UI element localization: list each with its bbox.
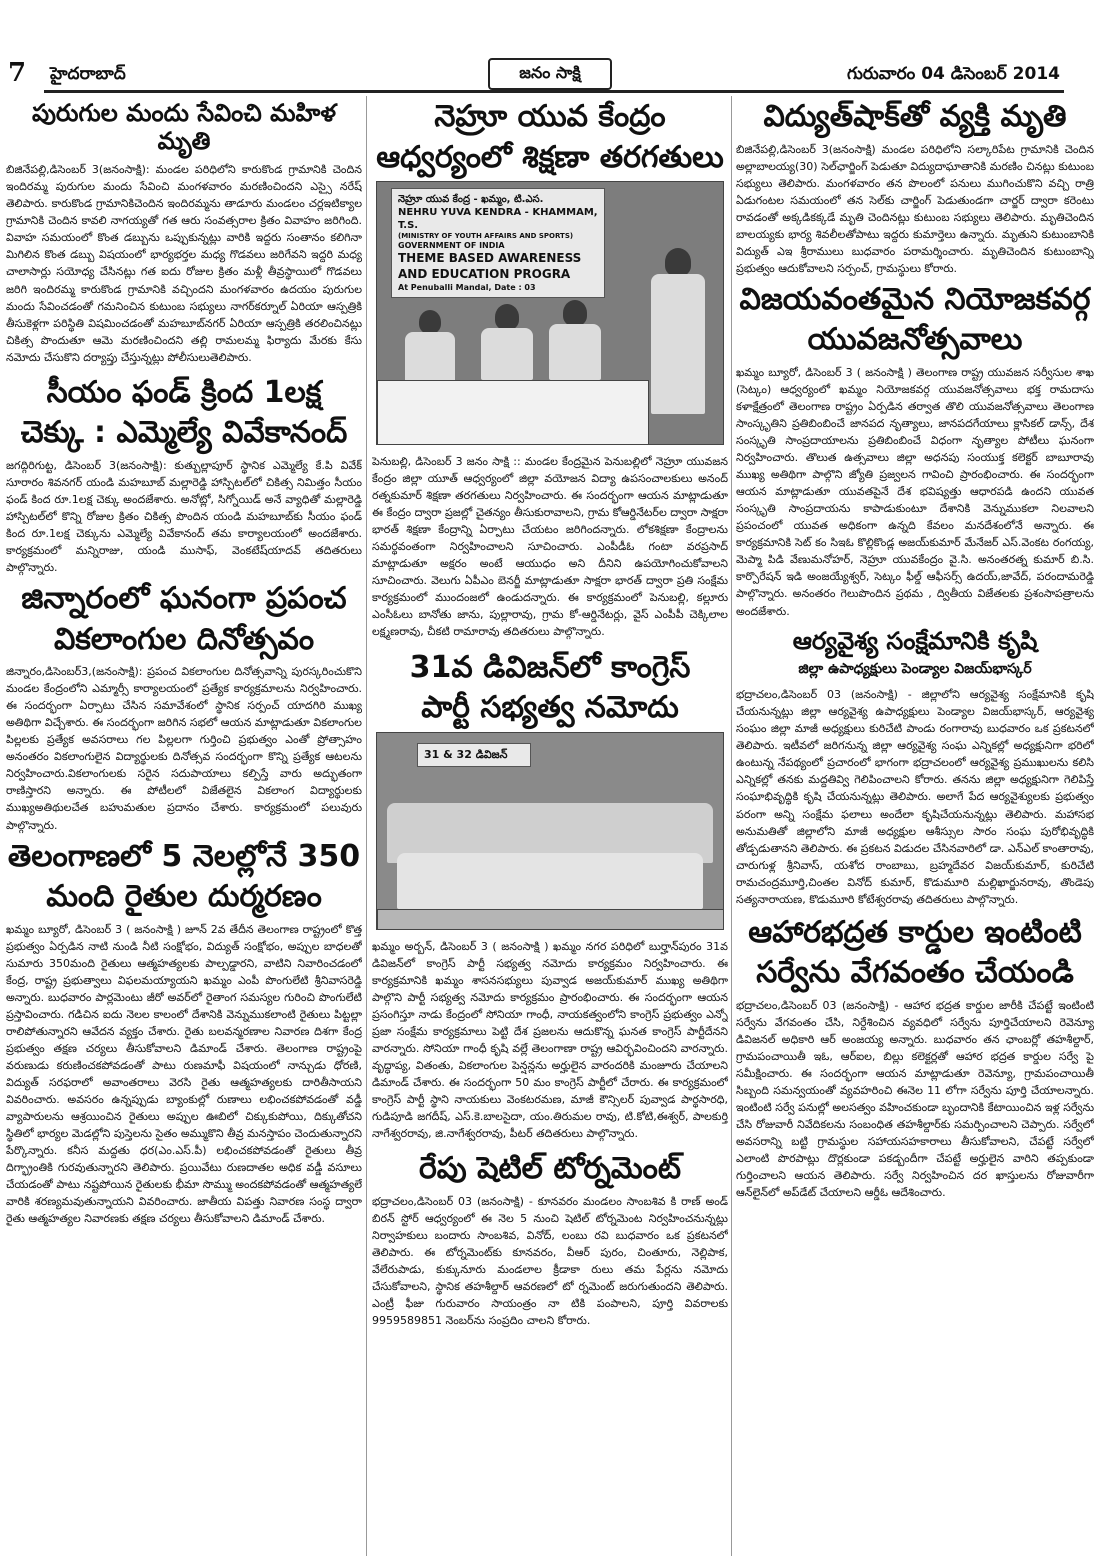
column-2 bbox=[372, 96, 728, 1335]
article-body: ఖమ్మం బ్యూరో, డిసెంబర్ 3 ( జనంసాక్షి ) జూన్ 2వ తేదీన తెలంగాణ రాష్ట్రంలో కొత్త ప్రభుత్వం ఏర్పడిన నాటి నుండి నీటి సంక్షోభం, విద్యుత్ సంక్షోభం, అప్పుల బాధలతో సుమారు 350మంది రైతులు ఆత్మహత్యలకు పాల్పడ్డారని, వాటిని నివారించడంలో కేంద్ర, రాష్ట్ర ప్రభుత్వాలు విఫలమయ్యాయని ఖమ్మం ఎంపీ పొంగులేటి శ్రీనివాసరెడ్డి అన్నారు. బుధవారం పార్లమెంటు జీరో అవర్‌లో రైతాంగ సమస్యల గురించి పొంగులేటి ప్రస్తావించారు. గడిచిన ఐదు నెలల కాలంలో దేశానికి వెన్నుముకలాంటి రైతులు పిట్టల్లా రాలిపోతున్నారని ఆవేదన వ్యక్తం చేశారు. రైతు బలవన్మరణాల నివారణ దిశగా కేంద్ర ప్రభుత్వం తక్షణ చర్యలు తీసుకోవాలని డిమాండ్ చేశారు. తెలంగాణ రాష్ట్రంపై వరుణుడు కరుణించకపోవడంతో పాటు రుణమాఫీ విషయంలో నాన్చుడు ధోరణి, విద్యుత్ సరఫరాలో అవాంతరాలు వెరసి రైతు ఆత్మహత్యలకు దారితీసాయని వివరించారు. అవసరం ఉన్నప్పుడు బ్యాంకుల్లో రుణాలు లభించకపోవడంతో వడ్డీ వ్యాపారులను ఆశ్రయించిన రైతులు అప్పుల ఊబిలో చిక్కుకుపోయి, దిక్కుతోచని స్థితిలో భార్యల మెడల్లోని పుస్తెలను సైతం అమ్ముకొని తీవ్ర మనస్తాపం చెందుతున్నారని పేర్కొన్నారు. కనీస మద్దతు ధర(ఎం.ఎస్.పీ) లభించకపోవడంతో రైతులు తీవ్ర దిగ్భ్రాంతికి గురవుతున్నారని తెలిపారు. ప్రయివేటు రుణదాతల అధిక వడ్డీ వసూలు చేయడంతో పాటు నష్టపోయిన రైతులకు భీమా సొమ్ము అందకపోవడంతో ఆత్మహత్యలే వారికి శరణ్యమవుతున్నాయని వివరించారు. జాతీయ విపత్తు నివారణ సంస్థ ద్వారా రైతు ఆత్మహత్యల నివారణకు తక్షణ చర్యలు తీసుకోవాలని డిమాండ్ చేశారు. bbox=[6, 922, 362, 1226]
person-head bbox=[419, 310, 441, 334]
article-shuttle-tournament bbox=[372, 1152, 728, 1329]
article-pesticide-death bbox=[6, 100, 362, 366]
photo-training-event bbox=[376, 181, 724, 445]
newspaper-logo bbox=[488, 58, 612, 90]
page-number: 7 bbox=[8, 58, 27, 88]
issue-date: గురువారం 04 డిసెంబర్ 2014 bbox=[847, 64, 1060, 84]
ground bbox=[377, 909, 724, 930]
article-youth-festival bbox=[736, 283, 1094, 620]
logo-text: జనం సాక్షి bbox=[519, 62, 581, 82]
article-body: భద్రాచలం,డిసెంబర్ 03 (జనంసాక్షి) - కూనవరం మండలం సాంబశివ కి రాణ్ అండ్ బిరన్ స్టోర్ ఆధ్వర్యంలో ఈ నెల 5 నుంచి షెటిల్ టోర్నమెంట నిర్వహించనున్నట్లు నిర్వాహకులు బందారు సాంబశివ, వినోద్, లంబు రవి బుధవారం ఒక ప్రకటనలో తెలిపారు. ఈ టోర్నమెంట్‌కు కూనవరం, వీఆర్ పురం, చింతూరు, నెల్లిపాక, వేలేరుపాడు, కుక్కునూరు మండలాల క్రీడాకా రులు తమ పేర్లను నమోదు చేసుకోవాలని, స్థానిక తహశీల్దార్ ఆవరణలో టో ర్నమెంట్ జరుగుతుందని తెలిపారు. ఎంట్రీ ఫీజు గురువారం సాయంత్రం నా టికి పంపాలని, పూర్తి వివరాలకు 9959589851 నెంబర్‌ను సంప్రదిం చాలని కోరారు. bbox=[372, 1194, 728, 1327]
article-food-security-survey bbox=[736, 916, 1094, 1202]
headline-line-2: మంది రైతుల దుర్మరణం bbox=[46, 879, 322, 915]
headline: పురుగుల మందు సేవించి మహిళ మృతి bbox=[31, 99, 337, 155]
banner-line: నెహ్రూ యువ కేంద్ర - ఖమ్మం, టి.ఎస. bbox=[398, 194, 544, 205]
headline: ఆర్యవైశ్య సంక్షేమానికి కృషి bbox=[792, 626, 1038, 655]
headline: విద్యుత్‌షాక్‌తో వ్యక్తి మృతి bbox=[763, 99, 1067, 134]
article-body: ఖమ్మం బ్యూరో, డిసెంబర్ 3 ( జనంసాక్షి ) తెలంగాణ రాష్ట్ర యువజన సర్వీసుల శాఖ (సెట్కం) ఆధ్వర్యంలో ఖమ్మం నియోజకవర్గ యువజనోత్సవాలు భక్త రామదాసు కళాక్షేత్రంలో తెలంగాణ రాష్ట్రం ఏర్పడిన తర్వాత తొలి యువజనోత్సవాలు తెలంగాణ సాంస్కృతిని ప్రతిబింబించే జానపద నృత్యాలు, జానపదగేయాలు క్లాసికల్ డాన్స్, దేశ సంస్కృతి సాంప్రదాయాలను ప్రతిబింబించే విధంగా నృత్యాల పోటీలు ఘనంగా నిర్వహించారు. తొలుత ఉత్సవాలు జిల్లా అధనపు సంయుక్త కలెక్టర్ బాబూరావు ముఖ్య అతిథిగా పాల్గొని జ్యోతి ప్రజ్వలన గావించి ప్రారంభించారు. ఈ సందర్భంగా ఆయన మాట్లాడుతూ యువతపైనే దేశ భవిష్యత్తు ఆధారపడి ఉందని యువత సంస్కృతి సాంప్రదాయను కాపాడుకుంటూ దేశానికి వెన్నుముకలా నిలవాలని ప్రపంచంలో యువత అధికంగా ఉన్నది కేవలం మనదేశంలోనే అన్నారు. ఈ కార్యక్రమానికి సెట్ కం సిఇఓ కొల్లికొండ్ల అజయ్‌కుమార్ మేనేజర్ ఎస్.వెంకట రంగయ్య, మెప్మా పిడి వేణుమనోహర్, నెహ్రూ యువకేంద్రం వై.సి. అనంతరత్న కుమార్ బి.సి. కార్పొరేషన్ ఇడి అంజయ్యేశ్వర్, సెట్కం ఫీల్డ్ ఆఫీసర్స్ ఉదయ్,జావేద్, పరందామరెడ్డి పాల్గొన్నారు. అనంతరం గెలుపొందిన ప్రథమ , ద్వితీయ విజేతలకు ప్రశంసాపత్రాలను అందజేశారు. bbox=[736, 365, 1094, 618]
headline-line-2: వికలాంగుల దినోత్సవం bbox=[53, 621, 315, 657]
sub-headline: జిల్లా ఉపాధ్యక్షులు పెండ్యాల విజయ్‌భాస్కర్ bbox=[798, 661, 1032, 678]
person-head bbox=[665, 248, 691, 276]
headline-line-1: తెలంగాణలో 5 నెలల్లోనే 350 bbox=[7, 838, 361, 874]
banner-line: AND EDUCATION PROGRA bbox=[398, 267, 571, 282]
headline-line-2: చెక్కు : ఎమ్మెల్యే వివేకానంద్ bbox=[20, 415, 348, 451]
person-body bbox=[549, 324, 601, 380]
article-farmer-deaths bbox=[6, 840, 362, 1228]
article-electric-shock bbox=[736, 100, 1094, 277]
column-1 bbox=[6, 96, 362, 1233]
headline-line-1: 31వ డివిజన్‌లో కాంగ్రెస్ bbox=[409, 649, 691, 685]
person-head bbox=[495, 304, 519, 330]
banner-line: NEHRU YUVA KENDRA - KHAMMAM, T.S. bbox=[398, 207, 598, 231]
person-body bbox=[651, 274, 705, 414]
article-body: జిన్నారం,డిసెంబర్3,(జనంసాక్షి): ప్రపంచ వికలాంగుల దినోత్సవాన్ని పురస్కరించుకొని మండల కేంద్రంలోని ఎమ్మార్సీ కార్యాలయంలో ప్రత్యేక కార్యక్రమాలను నిర్వహించారు. ఈ సందర్భంగా ఏర్పాటు చేసిన సమావేశంలో స్థానిక సర్పంచ్ యాదగిరి ముఖ్య అతిథిగా విచ్చేశారు. ఈ సందర్భంగా జరిగిన సభలో ఆయన మాట్లాడుతూ వికలాంగుల పిల్లలకు ప్రత్యేక అవసరాలు గల పిల్లలగా గుర్తించి ప్రభుత్వం ఎంతో ప్రోత్సాహం అనంతరం వికలాంగులైన విద్యార్థులకు దినోత్సవ సందర్భంగా కొన్ని ప్రత్యేక ఆటలను నిర్వహించారు.వికలాంగులకు సరైన సదుపాయాలు కల్పిస్తే వారు అద్భుతంగా రాణిస్తారని అన్నారు. ఈ పోటీలలో విజేతలైన వికలాంగ విద్యార్థులకు ముఖ్యఅతిథులచేత బహుమతుల ప్రదానం చేశారు. కార్యక్రమంలో పలువురు పాల్గొన్నారు. bbox=[6, 665, 362, 832]
photo-banner: 31 & 32 డివిజన్ bbox=[417, 743, 531, 767]
headline-line-2: ఆధ్వర్యంలో శిక్షణా తరగతులు bbox=[376, 139, 724, 175]
article-congress-membership bbox=[372, 651, 728, 1143]
banner-line: At Penuballi Mandal, Date : 03 bbox=[398, 282, 536, 292]
headline-line-2: యువజనోత్సవాలు bbox=[807, 322, 1023, 358]
person-body bbox=[405, 332, 455, 382]
person-body bbox=[481, 328, 533, 380]
article-body: భద్రాచలం,డిసెంబర్ 03 (జనంసాక్షి) - జిల్లాలోని ఆర్యవైశ్య సంక్షేమానికి కృషి చేయనున్నట్లు జిల్లా ఆర్యవైశ్య ఉపాధ్యక్షులు పెండ్యాల విజయ్‌భాస్కర్, ఆర్యవైశ్య సంఘం జిల్లా మాజీ అధ్యక్షులు కురిచేటి పాండు రంగారావు బుధవారం ఒక ప్రకటనలో తెలిపారు. ఇటీవలో జరిగనున్న జిల్లా ఆర్యవైశ్య సంఘ ఎన్నికల్లో అధ్యక్షునిగా భరిలో ఉంటున్న నేపథ్యంలో ప్రచారంలో భాగంగా భద్రాచలంలో ఆర్యవైశ్య ప్రముఖులను కలిసి ఎన్నికల్లో తనకు మద్దతివ్వి గెలిపించాలని కోరారు. తనను జిల్లా అధ్యక్షునిగా గెలిపిస్తే సంఘాభివృద్ధికి కృషి చేయనున్నట్లు తెలిపారు. అలాగే పేద ఆర్యవైశ్యులకు ప్రభుత్వం పరంగా అన్ని సంక్షేమ ఫలాలు అందేలా కృషిచేయనున్నట్లు తెలిపారు. మహాసభ అనుమతితో జిల్లాలోని మాజీ అధ్యక్షుల ఆశీస్సుల సారం సంఘ పురోభివృద్ధికి తోడ్పడుతానని తెలిపారు. ఈ ప్రకటన విడుదల చేసినవారిలో డా. ఎన్ఎల్ కాంతారావు, చారుగుళ్ల శ్రీనివాస్, యశోద రాంబాబు, బ్రహ్మదేవర విజయ్‌కుమార్, కురిచేటి రామచంద్రమూర్తి,చింతల వినోద్ కుమార్, కొడుమూరి మల్లిఖార్జునరావు, తొండెపు సత్యనారాయణ, కొడుమూరి కోటేశ్వరరావు తదితరులు పాల్గొన్నారు. bbox=[736, 688, 1094, 906]
article-nehru-yuva-kendra bbox=[372, 100, 728, 641]
table-cloth bbox=[377, 380, 649, 445]
column-divider bbox=[731, 96, 732, 1556]
column-3 bbox=[736, 96, 1094, 1207]
article-body: బిజినేపల్లి,డిసెంబర్ 3(జనంసాక్షి) మండల పరిధిలోని సల్కారిపేట గ్రామానికి చెందిన అల్లాబాలయ్య(30) సెల్‌ఛార్జింగ్ పెడుతూ విద్యుదాఘాతానికి మరణిం చినట్లు కుటుంబ సభ్యులు తెలిపారు. మంగళవారం తన పొలంలో పనులు ముగించుకొని వచ్చి రాత్రి ఏడుగంటల సమయంలో తన సెల్‌కు చార్జింగ్ పెడుతుండగా చార్జర్ ద్వారా కరెంటు రావడంతో అక్కడికక్కడే మృతి చెందినట్లు కుటుంబ సభ్యులు తెలిపారు. మృతిచెందిన బాలయ్యకు భార్య శివలీలతోపాటు ఇద్దరు కుమార్తెలు ఉన్నారు. మృతుని కుటుంబానికి విద్యుత్ ఎఇ శ్రీరాములు బుధవారం పరామర్శించారు. మృతిచెందిన కుటుంబాన్ని ప్రభుత్వం ఆదుకోవాలని సర్పంచ్, గ్రామస్థులు కోరారు. bbox=[736, 142, 1094, 275]
article-body: బిజినేపల్లి,డిసెంబర్ 3(జనంసాక్షి): మండల పరిధిలోని కారుకొండ గ్రామానికి చెందిన ఇందిరమ్మ పురుగుల మందు సేవించి మంగళవారం మరణించిందని ఎస్సై నరేష్ తెలిపారు. కారుకొండ గ్రామానికిచెందిన ఇందిరమ్మను తాడూరు మండలం చర్లఇటిక్యాల గ్రామానికి చెందిన కావలి నాగయ్యతో గత ఆరు సంవత్సరాల క్రితం వివాహం జరిగింది. వివాహ సమయంలో కొంత డబ్బును ఒప్పుకున్నట్లు వారికి ఇద్దరు సంతానం కలిగినా మిగిలిన కొంత డబ్బు విషయంలో భార్యభర్తల మధ్య గొడవలు జరిగేవని ఇద్దరి మధ్య చాలాసార్లు సయోధ్య చేసినట్లు గత ఐదు రోజుల క్రితం మళ్లీ తీవ్రస్థాయిలో గొడవలు జరిగి ఇందిరమ్మ కారుకొండ గ్రామానికి వచ్చిందని మంగళవారం ఉదయం పురుగుల మందు సేవించడంతో గమనించిన కుటుంబ సభ్యులు నాగర్‌కర్నూల్ ఏరియా ఆస్పత్రికి తీసుకెళ్లగా పరిస్థితి విషమించడంతో మహబూబ్‌నగర్ ఏరియా ఆస్పత్రికి తరలించినట్లు చికిత్స పొందుతూ ఆమె మరణించిందని తల్లి రామలమ్మ ఫిర్యాదు మేరకు కేసు నమోదు చేసుకొని దర్యాప్తు చేస్తున్నట్లు పోలీసులుతెలిపారు. bbox=[6, 163, 362, 364]
article-cm-fund-cheque bbox=[6, 376, 362, 576]
banner-line: GOVERNMENT OF INDIA bbox=[398, 241, 505, 251]
headline-line-2: పార్టీ సభ్యత్వ నమోదు bbox=[421, 690, 679, 726]
headline-line-1: సీయం ఫండ్ క్రింద 1లక్ష bbox=[46, 374, 322, 410]
headline-line-2: సర్వేను వేగవంతం చేయండి bbox=[756, 955, 1074, 991]
headline-line-1: ఆహారభద్రత కార్డుల ఇంటింటి bbox=[748, 914, 1082, 950]
group-row-front bbox=[397, 853, 703, 909]
article-arya-vysya bbox=[736, 628, 1094, 908]
column-divider bbox=[366, 96, 367, 1556]
person-head bbox=[563, 300, 587, 326]
article-body: జగద్గిరిగుట్ట, డిసెంబర్ 3(జనంసాక్షి): కుత్బుల్లాపూర్ స్థానిక ఎమ్మెల్యే కే.పి వివేక్ సూరారం శివనగర్ యండి మహబూబ్ మల్లారెడ్డి హాస్పిటల్‌లో చికిత్స నిమిత్తం సీయం ఫండ్ కింద రూ.1లక్ష చెక్కు అందజేశారు. అనోట్లో, సిగ్నోయిడ్ అనే వ్యాధితో మల్లారెడ్డి హాస్పిటల్‌లో కొన్ని రోజుల క్రితం చికిత్స పొందిన యండి మహబూబ్‌కు సీయం ఫండ్ కింద రూ.1లక్ష చెక్కును ఎమ్మెల్యే వివేకానంద్ తమ కార్యాలయంలో అందజేశారు. కార్యక్రమంలో మన్నిరాజు, యండి ముసాఫ్, వెంకటేష్‌యాదవ్ తదితరులు పాల్గొన్నారు. bbox=[6, 458, 362, 575]
article-body: ఖమ్మం అర్బన్, డిసెంబర్ 3 ( జనంసాక్షి ) ఖమ్మం నగర పరిధిలో బుర్హాన్‌పురం 31వ డివిజన్‌లో కాంగ్రెస్ పార్టీ సభ్యత్వ నమోదు కార్యక్రమం నిర్వహించారు. ఈ కార్యక్రమానికి ఖమ్మం శాసనసభ్యులు పువ్వాడ అజయ్‌కుమార్ ముఖ్య అతిథిగా పాల్గొని పార్టీ సభ్యత్వ నమోదు కార్యక్రమం ప్రారంభించారు. ఈ సందర్భంగా ఆయన ప్రసంగిస్తూ నాడు కేంద్రంలో సోనియా గాంధీ, నాయకత్వంలోని కాంగ్రెస్ ప్రభుత్వం ఎన్నో ప్రజా సంక్షేమ కార్యక్రమాలు పెట్టి దేశ ప్రజలను ఆదుకొన్న ఘనత కాంగ్రెస్ పార్టీదేనని వారన్నారు. సోనియా గాంధీ కృషి వల్లే తెలంగాణా రాష్ట్ర ఆవిర్భవించిందని వారన్నారు. వృద్ధాప్య, వితంతు, వికలాంగుల పెన్షన్లను అర్హులైన వారందరికి మంజూరు చేయాలని డిమాండ్ చేశారు. ఈ సందర్భంగా 50 మం కాంగ్రెస్ పార్టీలో చేరారు. ఈ కార్యక్రమంలో కాంగ్రెస్ పార్టీ స్థాని నాయకులు వెంకటరమణ, మాజీ కౌన్సిలర్ పువ్వాడ పార్థసారధి, గుడిపూడి జగదీష్, ఎస్.కె.బాలసైదా, యం.తిరుమల రావు, టి.కోటి,ఈశ్వర్, పాలకుర్తి నాగేశ్వరరావు, జి.నాగేశ్వరరావు, పీటర్ తదితరులు పాల్గొన్నారు. bbox=[372, 939, 728, 1141]
banner-line: THEME BASED AWARENESS bbox=[398, 251, 582, 266]
article-body: పెనుబల్లి, డిసెంబర్ 3 జనం సాక్షి :: మండల కేంద్రమైన పెనుబల్లిలో నెహ్రూ యువజన కేంద్రం జిల్లా యూత్ ఆధ్వర్యంలో జిల్లా వయోజన విద్యా ఉపసంచాలకులు అనంద్ రత్నకుమార్ శిక్షణా తరగతులు నిర్వహించారు. ఈ సందర్భంగా ఆయన మాట్లాడుతూ ఈ కేంద్రం ద్వారా ప్రజల్లో చైతన్యం తీసుకురావాలని, గ్రామ కోఆర్డినేటర్‌ల ద్వారా సాక్షరా భారత్ శిక్షణా కేంద్రాన్ని ఏర్పాటు చేయటం జరిగిందన్నారు. లోకశిక్షణా కేంద్రాలను సమర్థవంతంగా నిర్వహించాలని సూచించారు. ఎంపీడీఓ గంటా వరప్రసాద్ మాట్లాడుతూ అక్షరం అంటే ఆయుధం అని దీనిని ఉపయోగించుకోవాలని సూచించారు. వెలుగు ఏపీఎం బెనర్జీ మాట్లాడుతూ సాక్షరా భారత్ ద్వారా ప్రతి సంక్షేమ కార్యక్రమంలో ముందంజలో ఉండుదన్నారు. ఈ కార్యక్రమంలో పెనుబల్లి, కల్లూరు ఎంసీఓలు బానోతు జాను, పుల్లారావు, గ్రామ కో-ఆర్డినేటర్లు, వైస్ ఎంపీపీ చెక్కిలాల లక్ష్మణరావు, చీకటి రామారావు తదితరులు పాల్గొన్నారు. bbox=[372, 455, 728, 639]
article-body: భద్రాచలం,డిసెంబర్ 03 (జనంసాక్షి) - ఆహార భద్రత కార్డుల జారీకి చేపట్టే ఇంటింటి సర్వేను వేగవంతం చేసి, నిర్దేశించిన వ్యవధిలో సర్వేను పూర్తిచేయాలని రెవెన్యూ డివిజనల్ అధికారి ఆర్ అంజయ్య అన్నారు. బుధవారం తన ఛాంబర్లో తహశీల్దార్, గ్రామపంచాయితీ ఇఓ, ఆర్ఐల, బిల్లు కలెక్టర్లతో ఆహార భద్రత కార్డుల సర్వే పై సమీక్షించారు. ఈ సందర్భంగా ఆయన మాట్లాడుతూ రెవెన్యూ, గ్రామపంచాయితీ సిబ్బంది సమన్వయంతో వ్యవహరించి ఈనెల 11 లోగా సర్వేను పూర్తి చేయాలన్నారు. ఇంటింటి సర్వే పనుల్లో అలసత్వం వహించకుండా బృందానికి కేటాయించిన ఇళ్ల సర్వేను చేసి రోజువారీ నివేదికలను సంబంధిత తహశీల్దార్‌కు సమర్పించాలని చెప్పారు. సర్వేలో అవసరాన్ని బట్టి గ్రామస్థుల సహాయసహకారాలు తీసుకోవాలని, చేపట్టే సర్వేలో ఎలాంటి పొరపాట్లు దొర్లకుండా పకడ్బందీగా చేపట్టే అర్హులైన వారిని తప్పకుండా గుర్తించాలని ఆయన తెలిపారు. సర్వే నిర్వహించిన దర ఖాస్తులను రోజువారీగా ఆన్‌లైన్‌లో అప్‌డేట్ చేయాలని ఆర్డీఓ ఆదేశించారు. bbox=[736, 998, 1094, 1200]
photo-congress-group bbox=[376, 732, 724, 930]
banner-line: (MINISTRY OF YOUTH AFFAIRS AND SPORTS) bbox=[398, 232, 574, 240]
headline-line-1: జిన్నారంలో ఘనంగా ప్రపంచ bbox=[21, 581, 347, 617]
masthead bbox=[0, 0, 1100, 96]
headline-line-1: నెహ్రూ యువ కేంద్రం bbox=[434, 99, 666, 134]
headline-line-1: విజయవంతమైన నియోజకవర్గ bbox=[739, 281, 1091, 317]
masthead-rule bbox=[44, 90, 1064, 93]
photo-banner bbox=[391, 188, 605, 298]
headline: రేపు షెటిల్ టోర్నమెంట్ bbox=[418, 1151, 682, 1187]
city-name: హైదరాబాద్ bbox=[50, 64, 126, 84]
article-disabled-day bbox=[6, 582, 362, 833]
